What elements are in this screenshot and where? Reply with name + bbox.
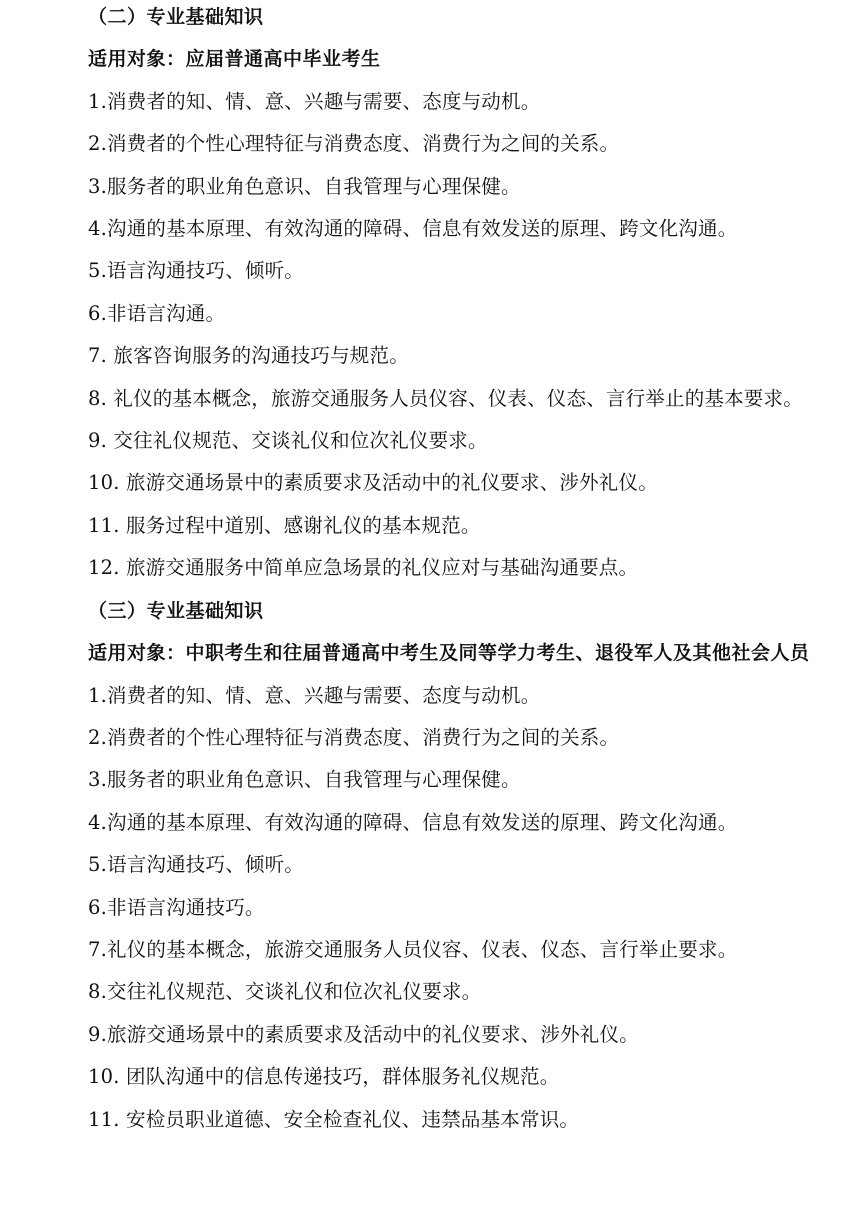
section-3-item-9: 9.旅游交通场景中的素质要求及活动中的礼仪要求、涉外礼仪。 xyxy=(88,1022,639,1046)
section-3-item-2: 2.消费者的个性心理特征与消费态度、消费行为之间的关系。 xyxy=(88,725,620,749)
section-3-item-1: 1.消费者的知、情、意、兴趣与需要、态度与动机。 xyxy=(88,683,541,707)
section-2-item-12: 12. 旅游交通服务中简单应急场景的礼仪应对与基础沟通要点。 xyxy=(88,556,639,580)
section-2-item-4: 4.沟通的基本原理、有效沟通的障碍、信息有效发送的原理、跨文化沟通。 xyxy=(88,217,738,241)
section-3-item-6: 6.非语言沟通技巧。 xyxy=(88,895,265,919)
section-3-item-4: 4.沟通的基本原理、有效沟通的障碍、信息有效发送的原理、跨文化沟通。 xyxy=(88,810,738,834)
section-3-item-5: 5.语言沟通技巧、倾听。 xyxy=(88,853,305,877)
section-2-item-6: 6.非语言沟通。 xyxy=(88,301,226,325)
section-2-item-10: 10. 旅游交通场景中的素质要求及活动中的礼仪要求、涉外礼仪。 xyxy=(88,471,658,495)
section-2-item-1: 1.消费者的知、情、意、兴趣与需要、态度与动机。 xyxy=(88,89,541,113)
section-2-audience: 适用对象：应届普通高中毕业考生 xyxy=(88,48,381,71)
section-3-audience: 适用对象：中职考生和往届普通高中考生及同等学力考生、退役军人及其他社会人员 xyxy=(88,642,810,665)
section-2-item-9: 9. 交往礼仪规范、交谈礼仪和位次礼仪要求。 xyxy=(88,429,488,453)
section-3-item-8: 8.交往礼仪规范、交谈礼仪和位次礼仪要求。 xyxy=(88,980,482,1004)
section-2-item-2: 2.消费者的个性心理特征与消费态度、消费行为之间的关系。 xyxy=(88,132,620,156)
section-2-item-7: 7. 旅客咨询服务的沟通技巧与规范。 xyxy=(88,344,409,368)
section-3-item-10: 10. 团队沟通中的信息传递技巧，群体服务礼仪规范。 xyxy=(88,1065,560,1089)
section-3-item-11: 11. 安检员职业道德、安全检查礼仪、违禁品基本常识。 xyxy=(88,1107,580,1131)
section-3-heading: （三）专业基础知识 xyxy=(88,599,264,622)
section-2-item-5: 5.语言沟通技巧、倾听。 xyxy=(88,259,305,283)
section-3-item-7: 7.礼仪的基本概念，旅游交通服务人员仪容、仪表、仪态、言行举止要求。 xyxy=(88,937,738,961)
section-3-item-3: 3.服务者的职业角色意识、自我管理与心理保健。 xyxy=(88,768,521,792)
section-2-heading: （二）专业基础知识 xyxy=(88,6,264,28)
section-2-item-11: 11. 服务过程中道别、感谢礼仪的基本规范。 xyxy=(88,513,481,537)
section-2-item-8: 8. 礼仪的基本概念，旅游交通服务人员仪容、仪表、仪态、言行举止的基本要求。 xyxy=(88,386,803,410)
section-2-item-3: 3.服务者的职业角色意识、自我管理与心理保健。 xyxy=(88,174,521,198)
